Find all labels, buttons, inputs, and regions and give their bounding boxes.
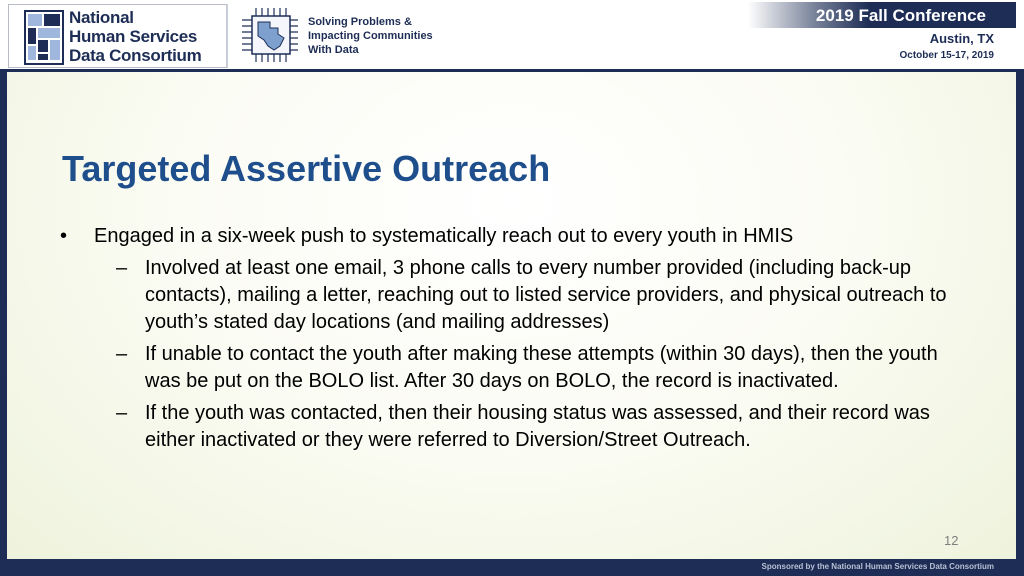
conference-city: Austin, TX bbox=[929, 31, 994, 46]
header-divider bbox=[226, 4, 228, 68]
sub-bullet-item bbox=[0, 341, 955, 395]
bullet-text: Engaged in a six-week push to systematically reach out to every youth in HMIS bbox=[94, 225, 794, 247]
sub-bullet-text: If unable to contact the youth after making these attempts (within 30 days), then the youth was be put on the BOLO list. After 30 days on BOLO, the record is inactivated. bbox=[145, 343, 938, 392]
logo-line-3: Data Consortium bbox=[69, 46, 202, 65]
sub-bullet-text: Involved at least one email, 3 phone calls to every number provided (including back-up contacts), mailing a letter, reaching out to listed service providers, and physical outreach to youth’s stated day locations (and mailing addresses) bbox=[145, 257, 947, 333]
tagline-line-3: With Data bbox=[308, 44, 359, 56]
conference-banner bbox=[748, 2, 1016, 28]
tagline bbox=[308, 15, 433, 57]
bullet-marker: • bbox=[60, 225, 68, 247]
sub-bullet-item bbox=[0, 255, 955, 336]
tagline-line-1: Solving Problems & bbox=[308, 16, 412, 28]
sub-bullet-marker: – bbox=[116, 402, 128, 424]
sub-bullet-marker: – bbox=[116, 257, 128, 279]
slide-title: Targeted Assertive Outreach bbox=[62, 148, 551, 189]
header-rule bbox=[0, 69, 1024, 72]
logo-line-1: National bbox=[69, 8, 134, 27]
conference-title: 2019 Fall Conference bbox=[815, 6, 986, 25]
nhsdc-logo bbox=[8, 4, 228, 68]
slide-header bbox=[0, 0, 1024, 69]
tagline-line-2: Impacting Communities bbox=[308, 30, 433, 42]
sub-bullet-text: If the youth was contacted, then their housing status was assessed, and their record was either inactivated or they were referred to Diversion/Street Outreach. bbox=[145, 402, 930, 451]
bullet-item bbox=[0, 223, 1024, 250]
bullet-list bbox=[0, 223, 1024, 459]
page-number: 12 bbox=[944, 533, 959, 548]
sub-bullet-marker: – bbox=[116, 343, 128, 365]
conference-dates: October 15-17, 2019 bbox=[899, 50, 994, 61]
slide-footer bbox=[0, 559, 1024, 576]
sponsor-text: Sponsored by the National Human Services Data Consortium bbox=[761, 562, 994, 571]
logo-line-2: Human Services bbox=[69, 27, 198, 46]
texas-circuit-chip-icon bbox=[240, 6, 300, 64]
sub-bullet-item bbox=[0, 400, 955, 454]
texas-map-logo-icon bbox=[24, 10, 64, 65]
logo-wordmark bbox=[69, 8, 201, 65]
